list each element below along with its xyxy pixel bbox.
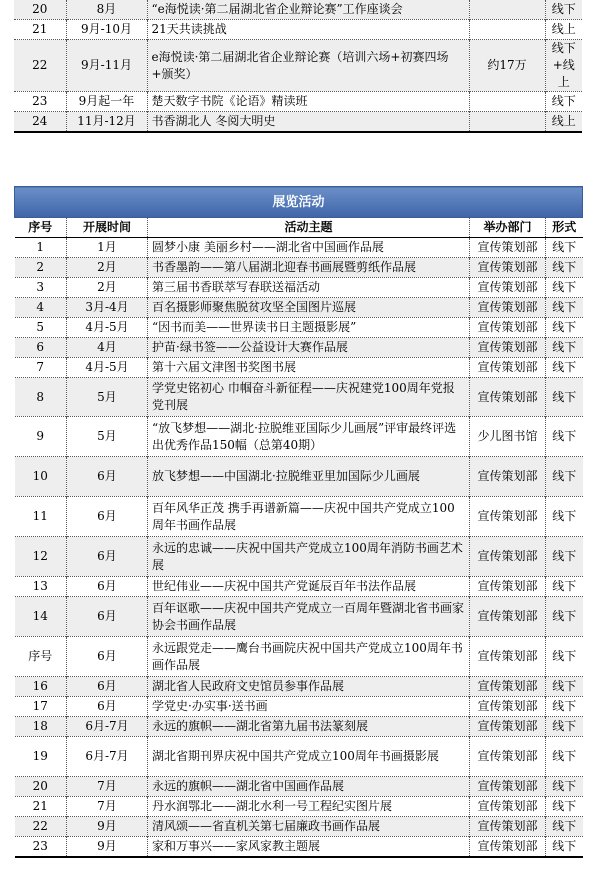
cell-number: 19 — [15, 737, 67, 777]
cell-department: 宣传策划部 — [470, 737, 546, 777]
table-row — [15, 457, 583, 497]
exhibition-activities-table — [14, 186, 583, 858]
cell-form: 线下+线上 — [545, 40, 582, 92]
table-row — [15, 537, 583, 577]
cell-number: 20 — [15, 777, 67, 797]
cell-number: 17 — [15, 697, 67, 717]
cell-time: 4月-5月 — [67, 358, 148, 378]
cell-time: 9月起一年 — [66, 92, 147, 112]
table-row — [15, 577, 583, 597]
cell-form: 线下 — [546, 417, 583, 457]
cell-time: 6月 — [67, 597, 148, 637]
table-row — [15, 298, 583, 318]
cell-number: 18 — [15, 717, 67, 737]
cell-number: 14 — [15, 597, 67, 637]
table-row — [15, 318, 583, 338]
cell-theme: 家和万事兴——家风家教主题展 — [148, 837, 470, 857]
cell-theme: “e海悦读·第二届湖北省企业辩论赛”工作座谈会 — [147, 0, 469, 20]
cell-form: 线下 — [546, 378, 583, 417]
cell-theme: e海悦读·第二届湖北省企业辩论赛（培训六场+初赛四场+颁奖） — [147, 40, 469, 92]
cell-time: 4月 — [67, 338, 148, 358]
cell-theme: 永远跟党走——鹰台书画院庆祝中国共产党成立100周年书画作品展 — [148, 637, 470, 677]
cell-number: 21 — [15, 797, 67, 817]
cell-form: 线下 — [546, 318, 583, 338]
cell-time: 6月-7月 — [67, 717, 148, 737]
cell-form: 线上 — [545, 112, 582, 133]
cell-form: 线下 — [546, 697, 583, 717]
cell-form: 线下 — [546, 457, 583, 497]
cell-time: 6月 — [67, 577, 148, 597]
cell-department: 宣传策划部 — [470, 497, 546, 537]
cell-number: 12 — [15, 537, 67, 577]
cell-department — [469, 112, 545, 133]
cell-number: 16 — [15, 677, 67, 697]
cell-number: 4 — [15, 298, 67, 318]
cell-theme: 学党史·办实事·送书画 — [148, 697, 470, 717]
cell-department — [469, 92, 545, 112]
cell-form: 线下 — [546, 358, 583, 378]
cell-number: 5 — [15, 318, 67, 338]
cell-form: 线下 — [546, 497, 583, 537]
cell-theme: 永远的旗帜——湖北省中国画作品展 — [148, 777, 470, 797]
cell-number: 6 — [15, 338, 67, 358]
cell-department: 宣传策划部 — [470, 238, 546, 258]
cell-number: 3 — [15, 278, 67, 298]
cell-department: 宣传策划部 — [470, 597, 546, 637]
cell-time: 8月 — [66, 0, 147, 20]
cell-number: 8 — [15, 378, 67, 417]
cell-theme: 21天共读挑战 — [147, 20, 469, 40]
cell-time: 2月 — [67, 258, 148, 278]
cell-department: 约17万 — [469, 40, 545, 92]
table-row — [15, 837, 583, 857]
table-row — [15, 797, 583, 817]
header-form: 形式 — [546, 218, 583, 238]
cell-form: 线下 — [545, 0, 582, 20]
table-row — [15, 597, 583, 637]
cell-department — [469, 20, 545, 40]
cell-time: 3月-4月 — [67, 298, 148, 318]
cell-time: 6月 — [67, 537, 148, 577]
cell-department: 宣传策划部 — [470, 577, 546, 597]
cell-theme: 永远的忠诚——庆祝中国共产党成立100周年消防书画艺术展 — [148, 537, 470, 577]
cell-department: 宣传策划部 — [470, 457, 546, 497]
cell-form: 线下 — [546, 797, 583, 817]
cell-theme: 湖北省人民政府文史馆员参事作品展 — [148, 677, 470, 697]
cell-theme: 百年风华正茂 携手再谱新篇——庆祝中国共产党成立100周年书画作品展 — [148, 497, 470, 537]
header-department: 举办部门 — [470, 218, 546, 238]
cell-theme: 放飞梦想——中国湖北·拉脱维亚里加国际少儿画展 — [148, 457, 470, 497]
cell-time: 6月 — [67, 677, 148, 697]
cell-time: 9月-10月 — [66, 20, 147, 40]
cell-time: 6月 — [67, 497, 148, 537]
table-row — [15, 817, 583, 837]
table-row — [15, 677, 583, 697]
cell-department: 少儿图书馆 — [470, 417, 546, 457]
cell-time: 6月 — [67, 637, 148, 677]
cell-department: 宣传策划部 — [470, 338, 546, 358]
cell-time: 2月 — [67, 278, 148, 298]
cell-department — [469, 0, 545, 20]
cell-theme: 护苗·绿书签——公益设计大赛作品展 — [148, 338, 470, 358]
cell-number: 10 — [15, 457, 67, 497]
cell-department: 宣传策划部 — [470, 797, 546, 817]
table-row — [15, 238, 583, 258]
cell-theme: 楚天数字书院《论语》精读班 — [147, 92, 469, 112]
cell-department: 宣传策划部 — [470, 677, 546, 697]
cell-time: 9月 — [67, 817, 148, 837]
cell-department: 宣传策划部 — [470, 637, 546, 677]
cell-form: 线下 — [546, 837, 583, 857]
cell-form: 线下 — [546, 597, 583, 637]
cell-theme: 圆梦小康 美丽乡村——湖北省中国画作品展 — [148, 238, 470, 258]
cell-form: 线下 — [545, 92, 582, 112]
cell-department: 宣传策划部 — [470, 318, 546, 338]
table-row — [15, 278, 583, 298]
table-row — [15, 378, 583, 417]
cell-theme: 学党史铭初心 巾帼奋斗新征程——庆祝建党100周年党报党刊展 — [148, 378, 470, 417]
table-row — [15, 497, 583, 537]
table-row — [15, 737, 583, 777]
cell-time: 9月 — [67, 837, 148, 857]
cell-time: 9月-11月 — [66, 40, 147, 92]
cell-time: 7月 — [67, 777, 148, 797]
cell-number: 11 — [15, 497, 67, 537]
cell-number: 13 — [15, 577, 67, 597]
cell-department: 宣传策划部 — [470, 717, 546, 737]
cell-time: 6月 — [67, 457, 148, 497]
cell-theme: 世纪伟业——庆祝中国共产党诞辰百年书法作品展 — [148, 577, 470, 597]
cell-department: 宣传策划部 — [470, 358, 546, 378]
cell-number: 20 — [14, 0, 66, 20]
cell-form: 线下 — [546, 278, 583, 298]
cell-time: 6月-7月 — [67, 737, 148, 777]
cell-number: 21 — [14, 20, 66, 40]
cell-department: 宣传策划部 — [470, 837, 546, 857]
cell-number: 22 — [14, 40, 66, 92]
cell-number: 23 — [15, 837, 67, 857]
cell-theme: 百名摄影师聚焦脱贫攻坚全国图片巡展 — [148, 298, 470, 318]
cell-form: 线下 — [546, 717, 583, 737]
table-row — [15, 417, 583, 457]
cell-form: 线下 — [546, 238, 583, 258]
cell-theme: 丹水润鄂北——湖北水利一号工程纪实图片展 — [148, 797, 470, 817]
table-row — [14, 0, 582, 20]
cell-form: 线下 — [546, 298, 583, 318]
cell-department: 宣传策划部 — [470, 777, 546, 797]
cell-theme: 湖北省期刊界庆祝中国共产党成立100周年书画摄影展 — [148, 737, 470, 777]
cell-time: 11月-12月 — [66, 112, 147, 133]
cell-form: 线下 — [546, 677, 583, 697]
header-theme: 活动主题 — [148, 218, 470, 238]
cell-time: 6月 — [67, 697, 148, 717]
cell-form: 线下 — [546, 338, 583, 358]
cell-theme: 永远的旗帜——湖北省第九届书法篆刻展 — [148, 717, 470, 737]
cell-form: 线下 — [546, 777, 583, 797]
cell-theme: 清风颂——省直机关第七届廉政书画作品展 — [148, 817, 470, 837]
cell-theme: 书香湖北人 冬阅大明史 — [147, 112, 469, 133]
table-row — [14, 112, 582, 133]
cell-form: 线下 — [546, 577, 583, 597]
cell-department: 宣传策划部 — [470, 697, 546, 717]
cell-time: 5月 — [67, 417, 148, 457]
cell-department: 宣传策划部 — [470, 298, 546, 318]
exhibition-banner: 展览活动 — [15, 187, 583, 218]
table-row — [15, 697, 583, 717]
cell-form: 线下 — [546, 737, 583, 777]
cell-number: 9 — [15, 417, 67, 457]
cell-number: 1 — [15, 238, 67, 258]
cell-theme: 第三届书香联萃写春联送福活动 — [148, 278, 470, 298]
cell-theme: “放飞梦想——湖北·拉脱维亚国际少儿画展”评审最终评选出优秀作品150幅（总第40期） — [148, 417, 470, 457]
cell-time: 5月 — [67, 378, 148, 417]
cell-form: 线上 — [545, 20, 582, 40]
cell-form: 线下 — [546, 258, 583, 278]
cell-time: 7月 — [67, 797, 148, 817]
table-row — [15, 637, 583, 677]
cell-number: 2 — [15, 258, 67, 278]
table-row — [14, 20, 582, 40]
cell-theme: 第十六届文津图书奖图书展 — [148, 358, 470, 378]
cell-number: 22 — [15, 817, 67, 837]
table-row — [14, 92, 582, 112]
table-row — [15, 338, 583, 358]
cell-time: 1月 — [67, 238, 148, 258]
cell-department: 宣传策划部 — [470, 378, 546, 417]
table-row — [15, 777, 583, 797]
cell-department: 宣传策划部 — [470, 278, 546, 298]
cell-theme: 书香墨韵——第八届湖北迎春书画展暨剪纸作品展 — [148, 258, 470, 278]
cell-time: 4月-5月 — [67, 318, 148, 338]
cell-department: 宣传策划部 — [470, 817, 546, 837]
cell-number: 23 — [14, 92, 66, 112]
cell-theme: 百年讴歌——庆祝中国共产党成立一百周年暨湖北省书画家协会书画作品展 — [148, 597, 470, 637]
table-row — [14, 40, 582, 92]
cell-form: 线下 — [546, 637, 583, 677]
header-time: 开展时间 — [67, 218, 148, 238]
cell-form: 线下 — [546, 817, 583, 837]
cell-number: 7 — [15, 358, 67, 378]
table-row — [15, 358, 583, 378]
cell-department: 宣传策划部 — [470, 258, 546, 278]
cell-theme: “因书而美——世界读书日主题摄影展” — [148, 318, 470, 338]
cell-department: 宣传策划部 — [470, 537, 546, 577]
cell-number: 序号 — [15, 637, 67, 677]
continued-activity-table — [14, 0, 582, 133]
table-row — [15, 258, 583, 278]
cell-number: 24 — [14, 112, 66, 133]
cell-form: 线下 — [546, 537, 583, 577]
table-row — [15, 717, 583, 737]
header-number: 序号 — [15, 218, 67, 238]
